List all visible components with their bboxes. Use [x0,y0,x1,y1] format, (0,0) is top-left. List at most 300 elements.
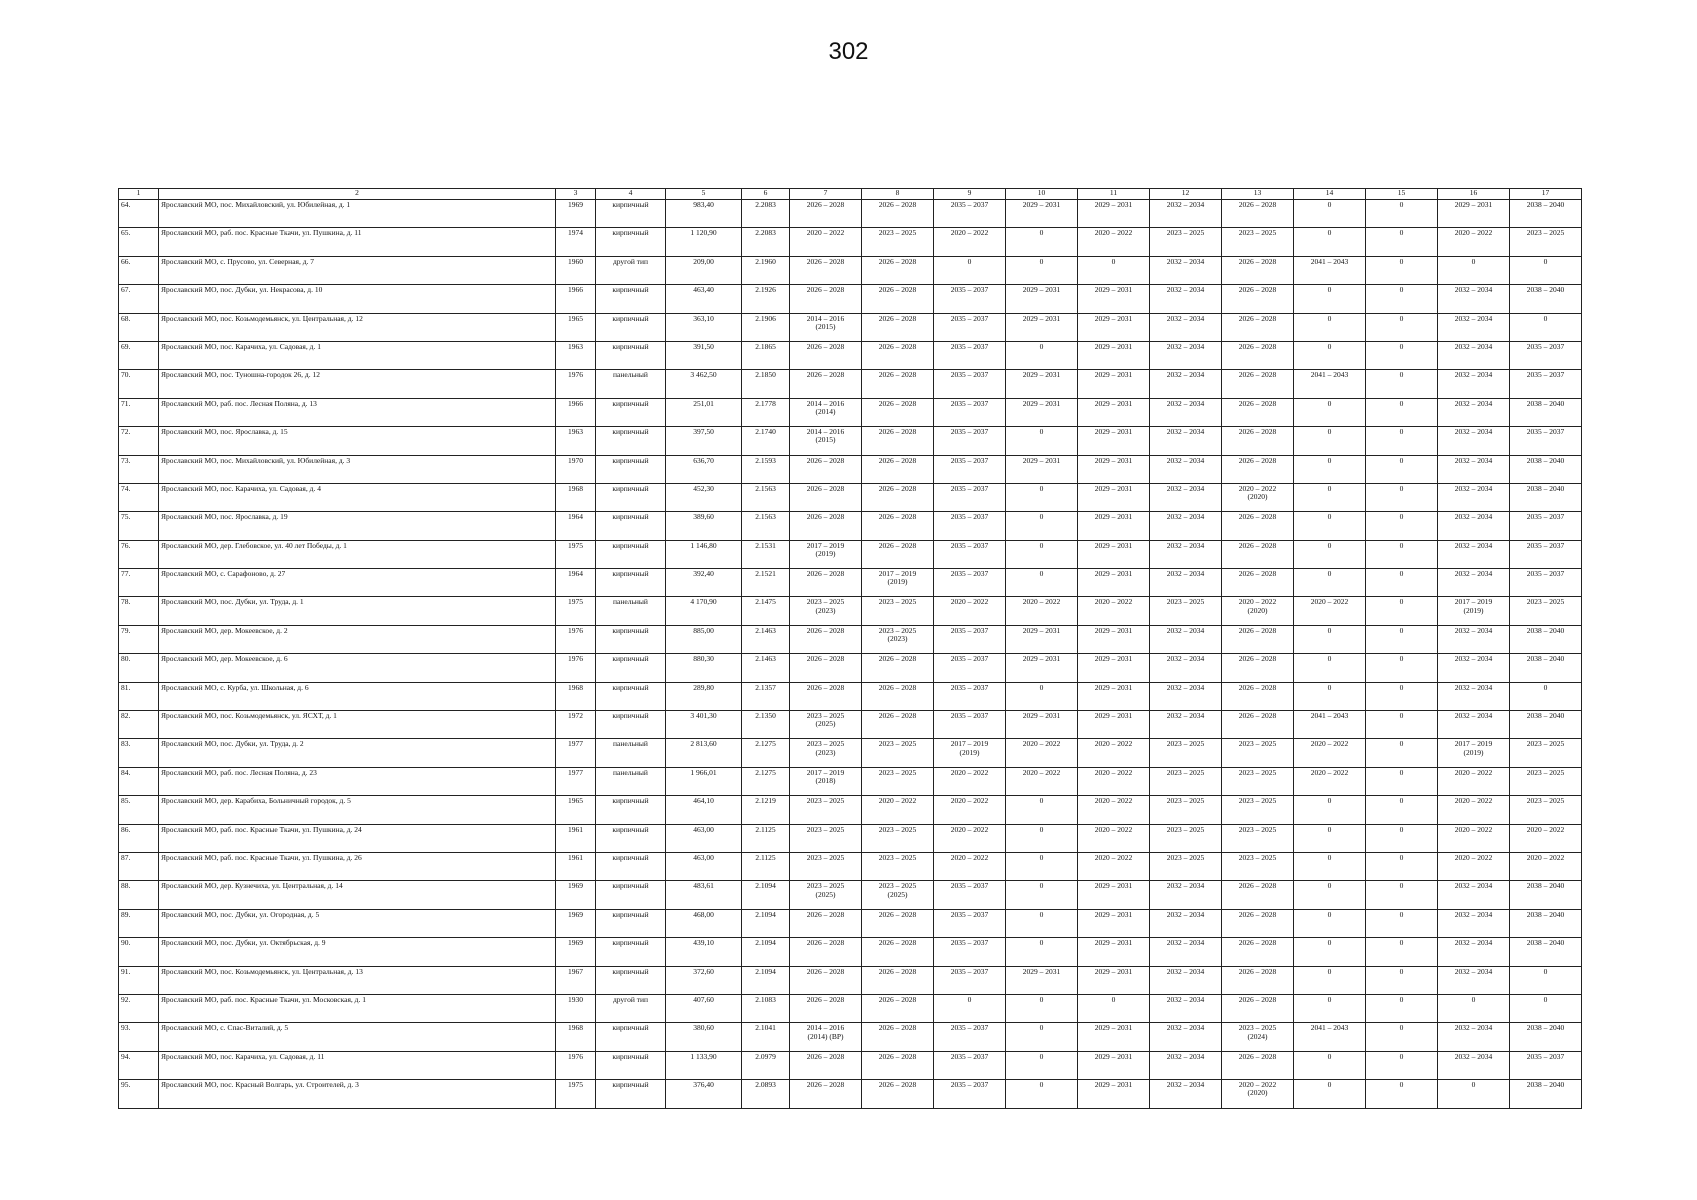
table-cell: 2020 – 2022 [790,228,862,256]
table-cell: 2023 – 2025 [1510,739,1582,767]
column-header-7: 7 [790,189,862,200]
table-cell: 2020 – 2022 [1510,852,1582,880]
table-cell: 2023 – 2025 [1510,767,1582,795]
table-cell: 0 [1006,682,1078,710]
table-cell: 2.1219 [742,796,790,824]
table-row [119,313,1582,341]
table-cell: 2032 – 2034 [1150,1051,1222,1079]
table-cell: 2032 – 2034 [1438,483,1510,511]
table-cell: 2017 – 2019 (2019) [934,739,1006,767]
table-cell: 2035 – 2037 [1510,1051,1582,1079]
column-header-13: 13 [1222,189,1294,200]
row-number-cell: 75. [119,512,159,540]
table-cell: 0 [1006,569,1078,597]
table-cell: 2023 – 2025 [1222,228,1294,256]
table-cell: 2032 – 2034 [1438,938,1510,966]
table-cell: 2026 – 2028 [862,370,934,398]
table-cell: 2.1357 [742,682,790,710]
row-number-cell: 74. [119,483,159,511]
table-cell: 2020 – 2022 [1006,767,1078,795]
row-number-cell: 79. [119,625,159,653]
table-cell: 0 [1366,711,1438,739]
table-cell: 392,40 [666,569,742,597]
table-cell: 0 [1294,427,1366,455]
table-cell: 2020 – 2022 [1078,852,1150,880]
table-cell: 2035 – 2037 [934,427,1006,455]
table-cell: 0 [1006,1023,1078,1051]
table-row [119,711,1582,739]
table-row [119,200,1582,228]
table-cell: кирпичный [596,427,666,455]
table-cell: кирпичный [596,398,666,426]
table-cell: 2029 – 2031 [1078,398,1150,426]
table-cell: 2035 – 2037 [1510,569,1582,597]
table-row [119,796,1582,824]
table-cell: 2026 – 2028 [790,625,862,653]
table-cell: 0 [1366,540,1438,568]
table-cell: 2023 – 2025 (2025) [790,881,862,909]
table-cell: 880,30 [666,654,742,682]
table-cell: кирпичный [596,1023,666,1051]
table-cell: 2032 – 2034 [1438,909,1510,937]
table-cell: 2026 – 2028 [1222,398,1294,426]
table-cell: 0 [1366,881,1438,909]
table-cell: 0 [1366,682,1438,710]
table-cell: 1 133,90 [666,1051,742,1079]
table-cell: 2032 – 2034 [1438,569,1510,597]
table-cell: 2026 – 2028 [862,200,934,228]
table-cell: 2032 – 2034 [1150,370,1222,398]
table-cell: 2035 – 2037 [1510,512,1582,540]
table-cell: 0 [1366,427,1438,455]
table-cell: 2023 – 2025 (2025) [862,881,934,909]
row-number-cell: 85. [119,796,159,824]
table-cell: 2032 – 2034 [1150,512,1222,540]
table-cell: 0 [1078,256,1150,284]
table-cell: 2029 – 2031 [1078,1051,1150,1079]
table-cell: 2020 – 2022 [934,767,1006,795]
table-cell: 2032 – 2034 [1150,427,1222,455]
table-cell: 2032 – 2034 [1438,1051,1510,1079]
table-cell: 2032 – 2034 [1438,540,1510,568]
table-cell: 983,40 [666,200,742,228]
table-cell: 0 [1294,994,1366,1022]
column-header-14: 14 [1294,189,1366,200]
table-cell: 2032 – 2034 [1438,625,1510,653]
table-cell: кирпичный [596,540,666,568]
column-header-11: 11 [1078,189,1150,200]
table-cell: 2032 – 2034 [1438,427,1510,455]
table-cell: кирпичный [596,909,666,937]
table-cell: 1969 [556,200,596,228]
table-cell: 2020 – 2022 [1078,597,1150,625]
table-cell: 1977 [556,767,596,795]
table-cell: 0 [1366,1080,1438,1108]
table-cell: 0 [1294,455,1366,483]
table-cell: 2014 – 2016 (2015) [790,313,862,341]
table-cell: 2032 – 2034 [1150,540,1222,568]
table-row [119,824,1582,852]
table-cell: 2020 – 2022 [862,796,934,824]
table-cell: 2026 – 2028 [862,483,934,511]
table-cell: 2029 – 2031 [1078,455,1150,483]
table-cell: 0 [1006,824,1078,852]
table-cell: 2020 – 2022 (2020) [1222,597,1294,625]
table-cell: 2026 – 2028 [790,966,862,994]
table-cell: 2.1531 [742,540,790,568]
table-cell: 389,60 [666,512,742,540]
table-cell: 0 [1294,398,1366,426]
table-cell: 2035 – 2037 [1510,540,1582,568]
table-cell: 0 [1438,256,1510,284]
table-cell: 2035 – 2037 [934,540,1006,568]
table-cell: 2029 – 2031 [1078,569,1150,597]
column-header-10: 10 [1006,189,1078,200]
table-cell: 2026 – 2028 [1222,938,1294,966]
table-row [119,1023,1582,1051]
table-cell: 2035 – 2037 [934,341,1006,369]
table-cell: 2038 – 2040 [1510,200,1582,228]
table-cell: 2020 – 2022 [934,796,1006,824]
table-cell: кирпичный [596,512,666,540]
table-cell: 0 [1006,938,1078,966]
table-cell: 0 [1294,881,1366,909]
table-cell: 0 [1510,994,1582,1022]
table-cell: 2020 – 2022 [1438,796,1510,824]
table-cell: 2026 – 2028 [862,540,934,568]
address-cell: Ярославский МО, пос. Михайловский, ул. Юбилейная, д. 3 [159,455,556,483]
address-cell: Ярославский МО, пос. Дубки, ул. Некрасова, д. 10 [159,285,556,313]
table-cell: 0 [1366,909,1438,937]
table-cell: 2032 – 2034 [1438,1023,1510,1051]
table-cell: 2026 – 2028 [1222,625,1294,653]
table-cell: 2038 – 2040 [1510,398,1582,426]
table-cell: 2026 – 2028 [1222,881,1294,909]
table-cell: 2026 – 2028 [790,370,862,398]
table-cell: 2032 – 2034 [1150,1023,1222,1051]
table-cell: 2032 – 2034 [1150,682,1222,710]
table-cell: 2023 – 2025 [790,796,862,824]
table-cell: 2023 – 2025 (2023) [862,625,934,653]
column-header-15: 15 [1366,189,1438,200]
address-cell: Ярославский МО, пос. Дубки, ул. Огородная, д. 5 [159,909,556,937]
table-cell: 2020 – 2022 (2020) [1222,1080,1294,1108]
table-cell: 2023 – 2025 [862,597,934,625]
row-number-cell: 95. [119,1080,159,1108]
table-cell: 1965 [556,313,596,341]
column-header-5: 5 [666,189,742,200]
table-cell: 0 [1366,597,1438,625]
table-cell: 2.1521 [742,569,790,597]
table-cell: кирпичный [596,455,666,483]
table-cell: 2035 – 2037 [934,909,1006,937]
table-cell: 0 [1006,512,1078,540]
table-cell: 1975 [556,540,596,568]
row-number-cell: 80. [119,654,159,682]
table-cell: 2029 – 2031 [1006,711,1078,739]
address-cell: Ярославский МО, пос. Туношна-городок 26, д. 12 [159,370,556,398]
table-cell: 2020 – 2022 [934,852,1006,880]
table-cell: 2023 – 2025 [1150,796,1222,824]
table-cell: 2020 – 2022 [1510,824,1582,852]
address-cell: Ярославский МО, пос. Козьмодемьянск, ул. Центральная, д. 13 [159,966,556,994]
table-cell: 2.1865 [742,341,790,369]
table-cell: 2029 – 2031 [1006,398,1078,426]
table-cell: 2020 – 2022 [1078,739,1150,767]
table-cell: кирпичный [596,824,666,852]
table-cell: 2035 – 2037 [934,512,1006,540]
address-cell: Ярославский МО, пос. Михайловский, ул. Юбилейная, д. 1 [159,200,556,228]
table-cell: 2026 – 2028 [862,654,934,682]
column-header-6: 6 [742,189,790,200]
table-cell: 2020 – 2022 [1438,852,1510,880]
table-cell: 2023 – 2025 [1150,739,1222,767]
table-cell: 1930 [556,994,596,1022]
address-cell: Ярославский МО, с. Курба, ул. Школьная, д. 6 [159,682,556,710]
table-cell: 2032 – 2034 [1438,881,1510,909]
table-cell: кирпичный [596,200,666,228]
table-row [119,1080,1582,1108]
table-cell: 2.1094 [742,881,790,909]
table-cell: 2017 – 2019 (2019) [1438,597,1510,625]
table-cell: 0 [1366,938,1438,966]
table-cell: 2020 – 2022 (2020) [1222,483,1294,511]
table-cell: 2032 – 2034 [1150,483,1222,511]
table-cell: 0 [1366,228,1438,256]
table-cell: 0 [1366,994,1438,1022]
row-number-cell: 77. [119,569,159,597]
table-cell: 2032 – 2034 [1150,625,1222,653]
table-cell: 2.1778 [742,398,790,426]
row-number-cell: 68. [119,313,159,341]
table-cell: 2029 – 2031 [1006,966,1078,994]
table-cell: 1970 [556,455,596,483]
table-cell: кирпичный [596,228,666,256]
table-cell: 2029 – 2031 [1078,200,1150,228]
table-cell: 2.1125 [742,824,790,852]
row-number-cell: 76. [119,540,159,568]
table-cell: 2032 – 2034 [1150,256,1222,284]
table-cell: 2032 – 2034 [1438,711,1510,739]
table-cell: кирпичный [596,569,666,597]
address-cell: Ярославский МО, дер. Мокеевское, д. 6 [159,654,556,682]
table-cell: 1 146,80 [666,540,742,568]
table-cell: 2020 – 2022 [1078,796,1150,824]
table-cell: 0 [1510,256,1582,284]
table-cell: 1 966,01 [666,767,742,795]
table-cell: 2032 – 2034 [1150,341,1222,369]
table-cell: 0 [1438,1080,1510,1108]
row-number-cell: 81. [119,682,159,710]
table-cell: 2038 – 2040 [1510,285,1582,313]
column-header-2: 2 [159,189,556,200]
table-cell: 2032 – 2034 [1438,682,1510,710]
table-cell: 0 [1366,313,1438,341]
table-cell: 2023 – 2025 [862,852,934,880]
row-number-cell: 64. [119,200,159,228]
table-cell: 1975 [556,597,596,625]
table-cell: 2026 – 2028 [790,654,862,682]
table-cell: 2038 – 2040 [1510,455,1582,483]
table-cell: 2029 – 2031 [1006,313,1078,341]
table-cell: 2023 – 2025 [1510,228,1582,256]
table-row [119,398,1582,426]
table-cell: 0 [1366,285,1438,313]
table-cell: 2026 – 2028 [862,909,934,937]
table-cell: 391,50 [666,341,742,369]
table-cell: 2032 – 2034 [1438,512,1510,540]
table-cell: 439,10 [666,938,742,966]
table-cell: 2026 – 2028 [862,994,934,1022]
table-cell: 0 [1294,909,1366,937]
table-cell: 1976 [556,370,596,398]
table-cell: 2017 – 2019 (2018) [790,767,862,795]
address-cell: Ярославский МО, дер. Кузнечиха, ул. Центральная, д. 14 [159,881,556,909]
table-cell: 483,61 [666,881,742,909]
column-header-17: 17 [1510,189,1582,200]
table-cell: 0 [1510,313,1582,341]
table-cell: 0 [934,994,1006,1022]
table-cell: 2035 – 2037 [934,654,1006,682]
table-cell: 2038 – 2040 [1510,483,1582,511]
table-cell: 1961 [556,824,596,852]
table-cell: 0 [934,256,1006,284]
table-cell: 2038 – 2040 [1510,909,1582,937]
table-cell: 2020 – 2022 [934,597,1006,625]
table-cell: 2026 – 2028 [790,569,862,597]
table-cell: 2020 – 2022 [1006,739,1078,767]
table-cell: 0 [1006,540,1078,568]
table-cell: 1976 [556,1051,596,1079]
table-cell: 0 [1006,228,1078,256]
table-cell: 2032 – 2034 [1150,285,1222,313]
table-cell: 2023 – 2025 (2024) [1222,1023,1294,1051]
table-cell: 2023 – 2025 [1222,739,1294,767]
row-number-cell: 78. [119,597,159,625]
table-cell: 2026 – 2028 [790,256,862,284]
table-cell: 2038 – 2040 [1510,1023,1582,1051]
row-number-cell: 82. [119,711,159,739]
table-cell: 0 [1438,994,1510,1022]
table-cell: 0 [1366,796,1438,824]
table-cell: 636,70 [666,455,742,483]
table-cell: 2026 – 2028 [790,341,862,369]
table-cell: 0 [1366,966,1438,994]
table-row [119,625,1582,653]
table-cell: 2.0979 [742,1051,790,1079]
column-header-1: 1 [119,189,159,200]
table-cell: 0 [1366,739,1438,767]
table-cell: 2032 – 2034 [1150,909,1222,937]
table-row [119,483,1582,511]
table-cell: 2026 – 2028 [1222,512,1294,540]
table-cell: 463,40 [666,285,742,313]
table-cell: 376,40 [666,1080,742,1108]
table-cell: 2032 – 2034 [1150,398,1222,426]
table-cell: 2035 – 2037 [934,625,1006,653]
table-cell: 0 [1006,483,1078,511]
table-cell: 2032 – 2034 [1438,654,1510,682]
table-cell: 2029 – 2031 [1078,483,1150,511]
table-cell: 2026 – 2028 [862,711,934,739]
table-cell: 0 [1366,569,1438,597]
table-cell: 2026 – 2028 [790,938,862,966]
table-cell: 2.1926 [742,285,790,313]
table-cell: кирпичный [596,285,666,313]
table-cell: 0 [1294,1051,1366,1079]
table-cell: 2.1563 [742,483,790,511]
table-cell: 2026 – 2028 [862,455,934,483]
table-cell: 0 [1366,654,1438,682]
table-cell: 2032 – 2034 [1150,654,1222,682]
table-cell: 2035 – 2037 [934,682,1006,710]
table-cell: 2032 – 2034 [1150,1080,1222,1108]
table-cell: 1977 [556,739,596,767]
table-cell: другой тип [596,994,666,1022]
table-cell: 2020 – 2022 [1078,824,1150,852]
row-number-cell: 94. [119,1051,159,1079]
table-cell: 0 [1294,654,1366,682]
row-number-cell: 72. [119,427,159,455]
table-cell: 2026 – 2028 [1222,285,1294,313]
column-header-16: 16 [1438,189,1510,200]
table-cell: 1968 [556,1023,596,1051]
table-cell: 0 [1294,824,1366,852]
table-cell: 1966 [556,285,596,313]
table-cell: 2029 – 2031 [1078,966,1150,994]
table-cell: 2026 – 2028 [862,1023,934,1051]
table-cell: 407,60 [666,994,742,1022]
table-cell: 2023 – 2025 [1150,852,1222,880]
table-cell: кирпичный [596,881,666,909]
column-header-4: 4 [596,189,666,200]
table-cell: 2017 – 2019 (2019) [1438,739,1510,767]
table-cell: 2041 – 2043 [1294,1023,1366,1051]
table-cell: 2.1475 [742,597,790,625]
table-cell: 2026 – 2028 [862,682,934,710]
table-cell: 2026 – 2028 [790,512,862,540]
table-row [119,228,1582,256]
table-cell: 2026 – 2028 [790,1051,862,1079]
table-cell: 2029 – 2031 [1078,341,1150,369]
table-row [119,909,1582,937]
table-cell: 0 [1006,994,1078,1022]
table-row [119,427,1582,455]
table-cell: 0 [1294,341,1366,369]
table-cell: 2.1125 [742,852,790,880]
table-cell: 2029 – 2031 [1078,427,1150,455]
table-cell: 2026 – 2028 [862,398,934,426]
table-cell: 2023 – 2025 [862,767,934,795]
page-number: 302 [828,38,869,65]
table-cell: 2035 – 2037 [934,1080,1006,1108]
table-cell: 1969 [556,881,596,909]
table-cell: 2014 – 2016 (2015) [790,427,862,455]
table-cell: 0 [1294,852,1366,880]
table-cell: 2026 – 2028 [862,427,934,455]
table-cell: 0 [1294,228,1366,256]
table-cell: 0 [1366,512,1438,540]
table-cell: 2026 – 2028 [862,285,934,313]
table-row [119,256,1582,284]
table-cell: 2023 – 2025 [1510,796,1582,824]
table-cell: 2029 – 2031 [1078,909,1150,937]
table-cell: 2035 – 2037 [934,569,1006,597]
table-cell: 2029 – 2031 [1078,370,1150,398]
table-cell: 1964 [556,569,596,597]
table-cell: 1976 [556,625,596,653]
table-cell: 2038 – 2040 [1510,938,1582,966]
